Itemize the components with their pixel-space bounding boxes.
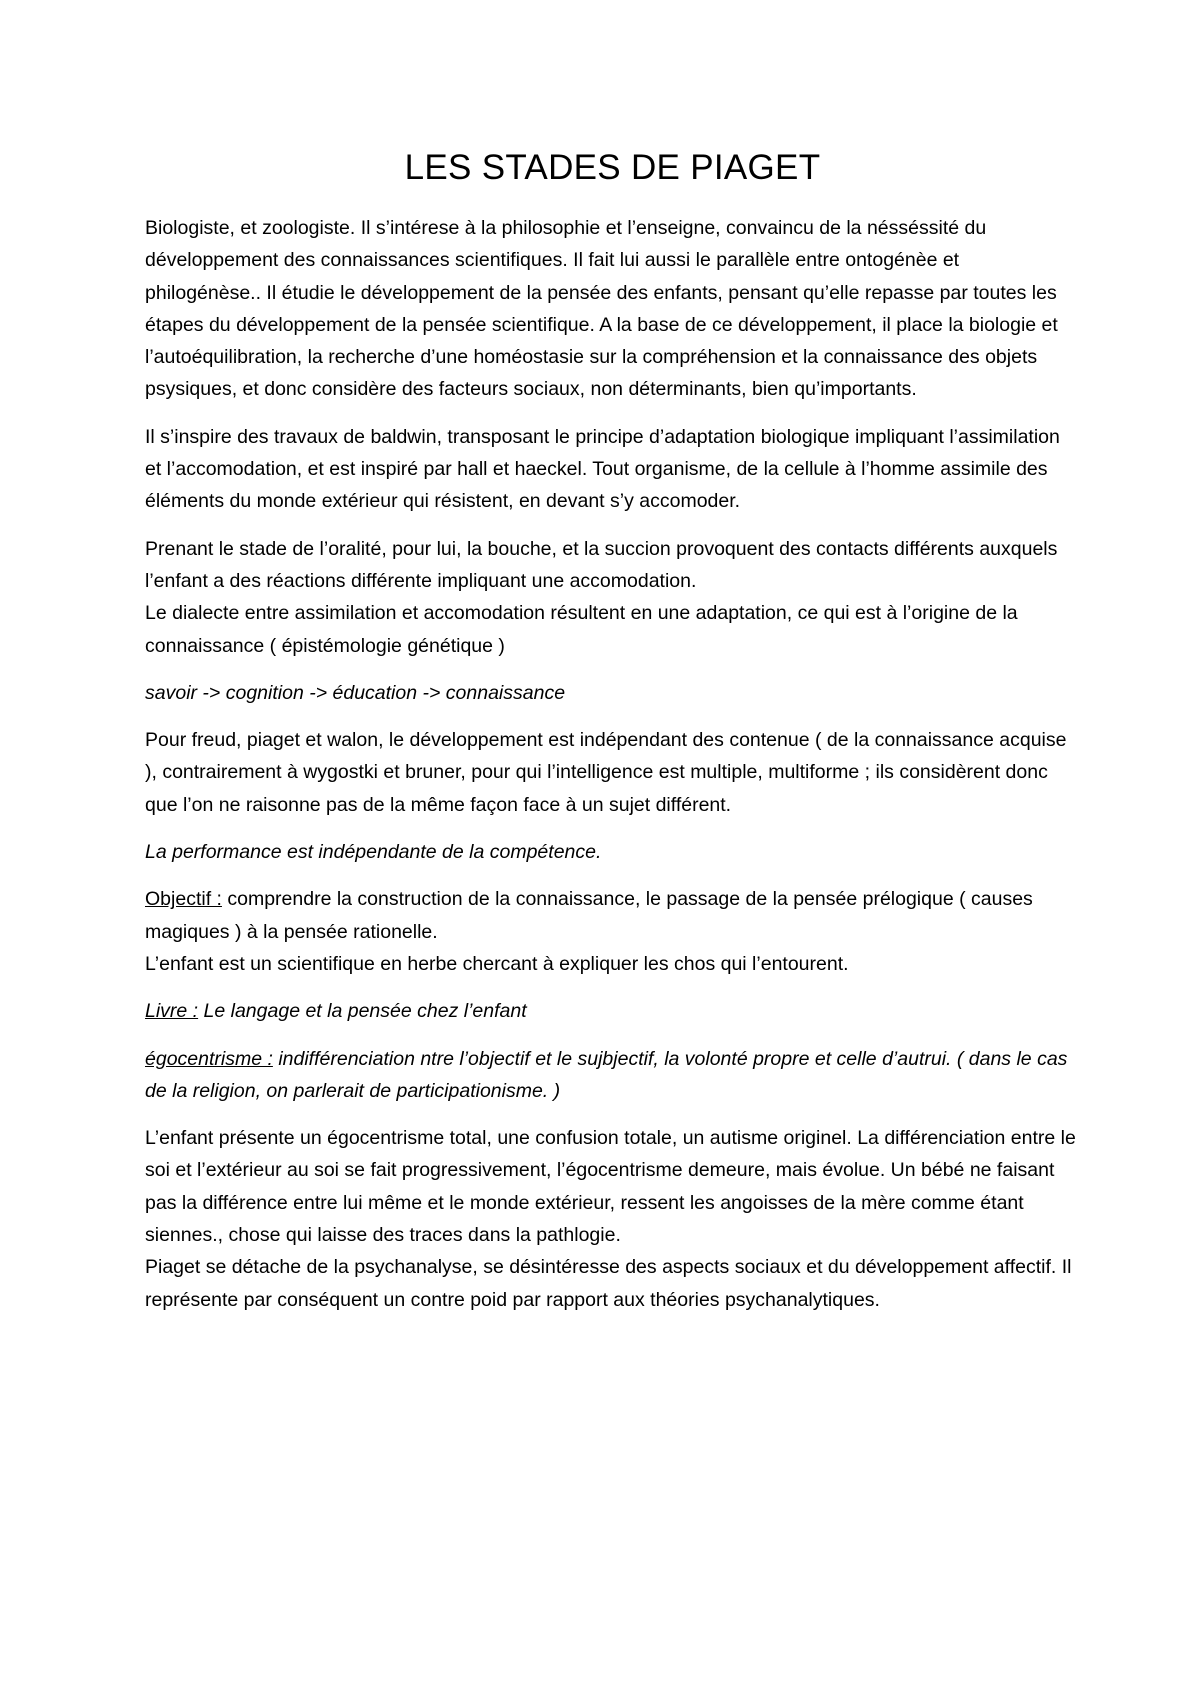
paragraph-performance: La performance est indépendante de la compétence. — [145, 841, 602, 864]
egocentrisme-text: indifférenciation ntre l’objectif et le sujbjectif, la volonté propre et celle d’autrui. ( dans le cas de la religion, on parlerait de participationisme. ) — [145, 1047, 1068, 1102]
document-page — [145, 148, 1080, 1331]
paragraph-egocentrisme — [145, 1043, 1080, 1108]
dialecte-text: Le dialecte entre assimilation et accomodation résultent en une adaptation, ce qui est à l’origine de la connaissance ( épistémologie génétique ) — [145, 602, 1018, 657]
enfant-text: L’enfant présente un égocentrisme total, une confusion totale, un autisme originel. La différenciation entre le soi et l’extérieur au soi se fait progressivement, l’égocentrisme demeure, mais évolue. Un bébé ne faisant pas la différence entre lui même et le monde extérieur, ressent les angoisses de la mère comme étant siennes., chose qui laisse des traces dans la pathlogie. — [145, 1127, 1076, 1247]
paragraph-oralite — [145, 533, 1080, 662]
scientifique-text: L’enfant est un scientifique en herbe chercant à expliquer les chos qui l’entourent. — [145, 952, 849, 975]
paragraph-objectif — [145, 883, 1080, 980]
paragraph-enfant — [145, 1122, 1080, 1316]
psychanalyse-text: Piaget se détache de la psychanalyse, se désintéresse des aspects sociaux et du développement affectif. Il représente par conséquent un contre poid par rapport aux théories psychanalytiques. — [145, 1256, 1072, 1311]
objectif-label: Objectif : — [145, 888, 222, 911]
egocentrisme-label: égocentrisme : — [145, 1047, 273, 1070]
objectif-text: comprendre la construction de la connaissance, le passage de la pensée prélogique ( causes magiques ) à la pensée rationelle. — [145, 888, 1033, 943]
oralite-text: Prenant le stade de l’oralité, pour lui, la bouche, et la succion provoquent des contacts différents auxquels l’enfant a des réactions différente impliquant une accomodation. — [145, 537, 1058, 592]
document-title: LES STADES DE PIAGET — [404, 148, 821, 187]
paragraph-intro: Biologiste, et zoologiste. Il s’intérese à la philosophie et l’enseigne, convaincu de la nésséssité du développement des connaissances scientifiques. Il fait lui aussi le parallèle entre ontogénèe et philogénèse.. Il étudie le développement de la pensée des enfants, pensant qu’elle repasse par toutes les étapes du développement de la pensée scientifique. A la base de ce développement, il place la biologie et l’autoéquilibration, la recherche d’une homéostasie sur la compréhension et la connaissance des objets psysiques, et donc considère des facteurs sociaux, non déterminants, bien qu’importants. — [145, 217, 1058, 401]
livre-text: Le langage et la pensée chez l’enfant — [198, 1000, 527, 1023]
paragraph-savoir-chain: savoir -> cognition -> éducation -> connaissance — [145, 681, 566, 704]
livre-label: Livre : — [145, 1000, 199, 1023]
paragraph-baldwin: Il s’inspire des travaux de baldwin, transposant le principe d’adaptation biologique impliquant l’assimilation et l’accomodation, et est inspiré par hall et haeckel. Tout organisme, de la cellule à l’homme assimile des éléments du monde extérieur qui résistent, en devant s’y accomoder. — [145, 425, 1060, 513]
paragraph-freud: Pour freud, piaget et walon, le développement est indépendant des contenue ( de la connaissance acquise ), contrairement à wygostki et bruner, pour qui l’intelligence est multiple, multiforme ; ils considèrent donc que l’on ne raisonne pas de la même façon face à un sujet différent. — [145, 729, 1067, 816]
paragraph-livre — [145, 995, 1080, 1027]
